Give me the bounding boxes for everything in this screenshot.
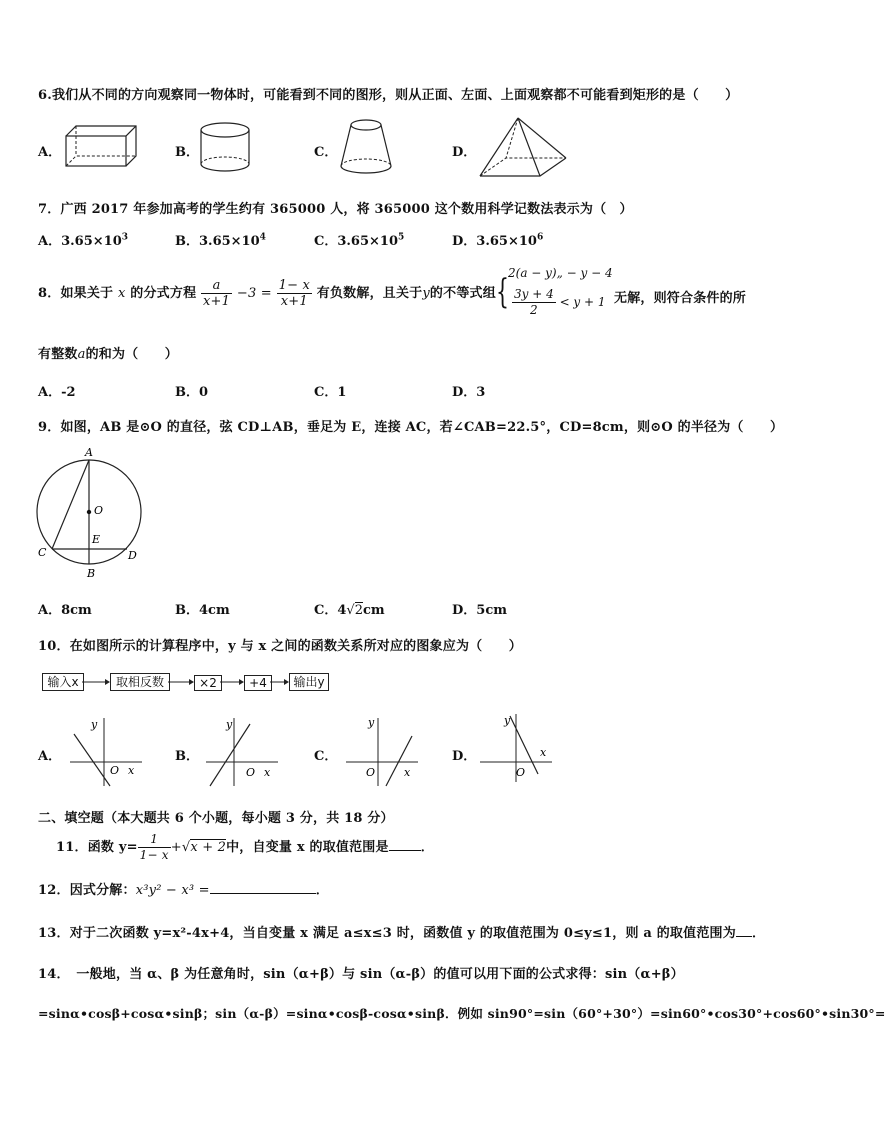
q13: 13．对于二次函数 y=x²-4x+4，当自变量 x 满足 a≤x≤3 时，函数值 y 的取值范围为 0≤y≤1，则 a 的取值范围为 ． [38, 926, 766, 941]
frustum-figure [336, 116, 396, 176]
q7-stem: 7．广西 2017 年参加高考的学生约有 365000 人，将 365000 这个数用科学记数法表示为（ ） [38, 202, 633, 217]
svg-text:y: y [504, 714, 511, 727]
q9-option-b: B．4cm [175, 603, 230, 618]
section-2-heading: 二、填空题（本大题共 6 个小题，每小题 3 分，共 18 分） [38, 811, 394, 826]
q7-option-b: B．$3.65\times 10^4$ [175, 232, 266, 249]
q14-line1: 14． 一般地，当 α、β 为任意角时，sin（α+β）与 sin（α-β）的值可以用下面的公式求得：sin（α+β） [38, 967, 684, 982]
q7-option-c: C．$3.65\times 10^5$ [314, 232, 405, 249]
q8-option-d: D．3 [452, 385, 486, 400]
circle-figure [34, 444, 144, 580]
q8-option-c: C．1 [314, 385, 347, 400]
svg-text:x: x [540, 746, 547, 759]
flow-output: 输出y [289, 673, 329, 691]
label-c: C [38, 546, 47, 559]
graph-c [342, 716, 422, 788]
flow-arrows [82, 676, 292, 688]
q8-brace: { [496, 272, 509, 312]
q6-option-c: C． [314, 145, 338, 160]
cylinder-figure [195, 120, 255, 174]
q9-option-c: C．4√2cm [314, 603, 385, 618]
q8-suffix: 无解，则符合条件的所 [614, 291, 747, 306]
q14-line2: =sinα•cosβ+cosα•sinβ；sin（α-β）=sinα•cosβ-cosα•sinβ．例如 sin90°=sin（60°+30°）=sin60°•cos30°+cos60°•sin30°= [38, 1006, 886, 1021]
q6-option-b: B． [175, 145, 199, 160]
flow-plus-4: +4 [244, 675, 272, 691]
label-o: O [94, 504, 104, 517]
q8-rhs-fraction: $\frac{1- x}{x+1}$ [278, 278, 311, 309]
svg-text:y: y [91, 718, 98, 731]
svg-text:y: y [368, 716, 375, 729]
graph-a [66, 716, 146, 788]
label-d: D [128, 549, 137, 562]
svg-text:O: O [110, 764, 120, 777]
q10-option-d: D． [452, 749, 477, 764]
q12: 12．因式分解：x³y² − x³ = ． [38, 883, 329, 898]
q6-option-a: A． [38, 145, 62, 160]
graph-b [202, 716, 282, 788]
svg-text:x: x [404, 766, 411, 779]
svg-text:x: x [128, 764, 135, 777]
q10-stem: 10．在如图所示的计算程序中，y 与 x 之间的函数关系所对应的图象应为（ ） [38, 639, 522, 654]
q8-option-a: A．-2 [38, 385, 76, 400]
label-a: A [85, 446, 93, 459]
graph-d [478, 712, 558, 784]
q10-option-b: B． [175, 749, 199, 764]
q9-option-a: A．8cm [38, 603, 92, 618]
q8-option-b: B．0 [175, 385, 209, 400]
q8-line2: 有整数a的和为（ ） [38, 347, 178, 362]
label-e: E [92, 533, 101, 546]
q6-stem: 6.我们从不同的方向观察同一物体时，可能看到不同的图形，则从正面、左面、上面观察都不可能看到矩形的是（ ） [38, 88, 739, 103]
q7-option-a: A．$3.65\times 10^3$ [38, 232, 129, 249]
q8-lhs-fraction: $\frac{a}{x+1}$ [203, 278, 231, 309]
q8-inequality-1: 2(a − y)„ − y − 4 [508, 266, 613, 280]
flow-input: 输入x [42, 673, 84, 691]
q10-option-c: C． [314, 749, 338, 764]
q11: 11．函数 y= $\frac{1}{1- x}$ +√x + 2中，自变量 x 的取值范围是 ． [56, 832, 434, 862]
flow-times-2: ×2 [194, 675, 222, 691]
svg-text:O: O [516, 766, 526, 779]
flow-negate: 取相反数 [110, 673, 170, 691]
pyramid-figure [476, 114, 572, 180]
svg-text:x: x [264, 766, 271, 779]
label-b: B [87, 567, 96, 580]
q7-option-d: D．$3.65\times 10^6$ [452, 232, 544, 249]
svg-text:O: O [366, 766, 376, 779]
svg-text:y: y [226, 718, 233, 731]
q10-option-a: A． [38, 749, 62, 764]
q6-option-d: D． [452, 145, 477, 160]
q8-inequality-2: $\frac{3y + 4}{2}$ < y + 1 [514, 287, 606, 317]
q9-stem: 9．如图，AB 是⊙O 的直径，弦 CD⊥AB，垂足为 E，连接 AC，若∠CAB=22.5°，CD=8cm，则⊙O 的半径为（ ） [38, 420, 784, 435]
svg-text:O: O [246, 766, 256, 779]
q8-line1: 8．如果关于 x 的分式方程 $\frac{a}{x+1}$ −3 = $\frac{1- x}{x+1}$ 有负数解，且关于y的不等式组 [38, 278, 496, 309]
cuboid-figure [60, 122, 140, 172]
q9-option-d: D．5cm [452, 603, 507, 618]
